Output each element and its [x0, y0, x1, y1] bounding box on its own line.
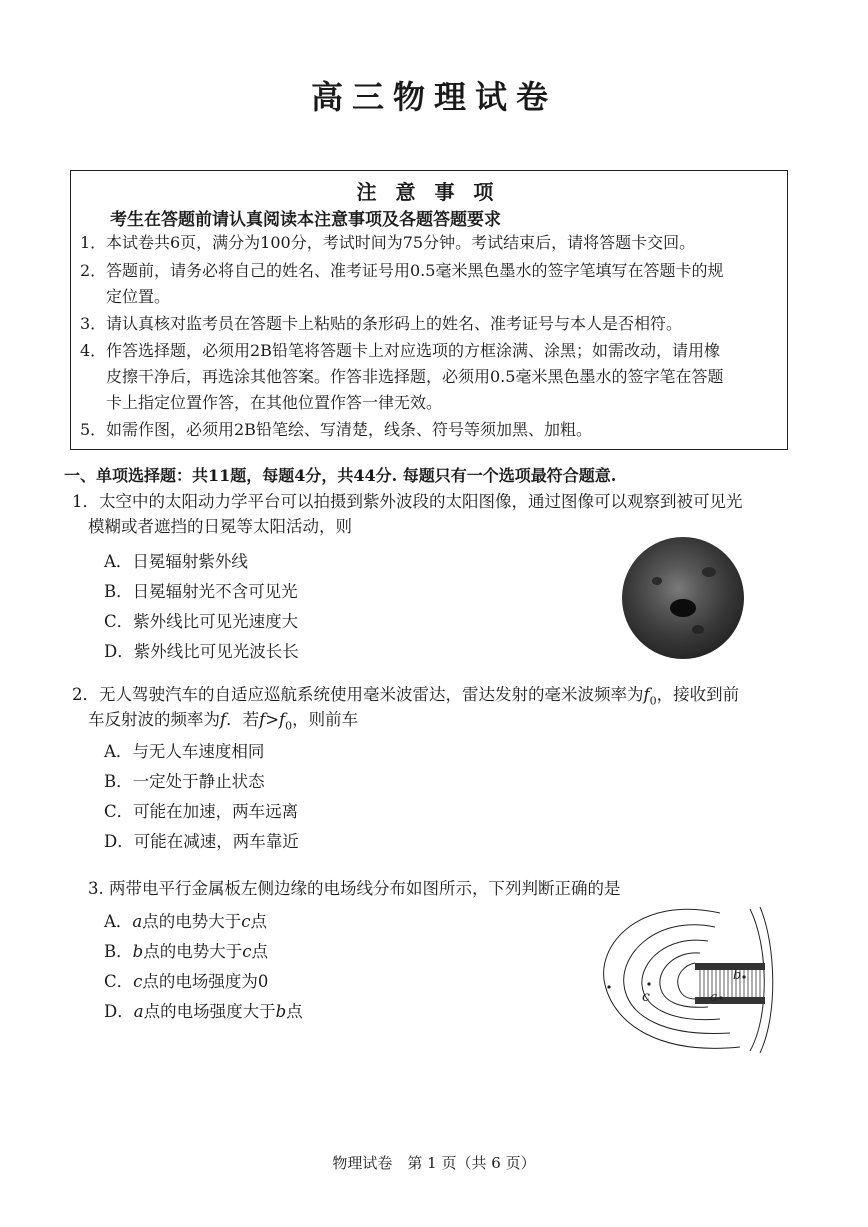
notice-item-line: 定位置。 [106, 287, 171, 306]
question-stem: 模糊或者遮挡的日冕等太阳活动，则 [88, 517, 352, 536]
notice-item-line: 皮擦干净后，再选涂其他答案。作答非选择题，必须用0.5毫米黑色墨水的签字笔在答题 [106, 367, 724, 386]
option-b: B．b点的电势大于c点 [104, 942, 268, 961]
notice-item-number: 1． [80, 233, 107, 252]
label-b: b [733, 968, 742, 983]
section-heading: 一、单项选择题：共11题，每题4分，共44分. 每题只有一个选项最符合题意. [64, 466, 617, 485]
notice-subheading: 考生在答题前请认真阅读本注意事项及各题答题要求 [110, 210, 501, 230]
notice-item-line: 本试卷共6页，满分为100分，考试时间为75分钟。考试结束后，请将答题卡交回。 [106, 233, 696, 252]
option-c: C．紫外线比可见光速度大 [104, 612, 299, 631]
option-a: A．a点的电势大于c点 [104, 912, 268, 931]
option-b: B．一定处于静止状态 [104, 772, 265, 791]
question-stem: 车反射波的频率为f．若$f>f_0$，则前车 [88, 710, 359, 733]
option-a: A．日冕辐射紫外线 [104, 552, 248, 571]
option-d: D．紫外线比可见光波长长 [104, 642, 299, 661]
option-d: D．可能在减速，两车靠近 [104, 832, 299, 851]
notice-heading: 注 意 事 项 [356, 180, 500, 204]
notice-item-line: 答题前，请务必将自己的姓名、准考证号用0.5毫米黑色墨水的签字笔填写在答题卡的规 [106, 261, 724, 280]
option-c: C．c点的电场强度为0 [104, 972, 269, 991]
option-a: A．与无人车速度相同 [104, 742, 265, 761]
label-c: c [642, 989, 650, 1005]
notice-item-line: 作答选择题，必须用2B铅笔将答题卡上对应选项的方框涂满、涂黑；如需改动，请用橡 [106, 341, 720, 360]
solar-image [622, 537, 744, 659]
page-title: 高三物理试卷 [310, 78, 557, 116]
notice-item-number: 5． [80, 420, 107, 439]
field-line-figure [600, 905, 780, 1055]
option-c: C．可能在加速，两车远离 [104, 802, 299, 821]
notice-item-number: 4． [80, 341, 107, 360]
notice-item-line: 如需作图，必须用2B铅笔绘、写清楚，线条、符号等须加黑、加粗。 [106, 420, 592, 439]
page-footer: 物理试卷 第 1 页（共 6 页） [332, 1154, 536, 1172]
notice-item-line: 请认真核对监考员在答题卡上粘贴的条形码上的姓名、准考证号与本人是否相符。 [106, 314, 683, 333]
notice-item-number: 3． [80, 314, 107, 333]
notice-item-line: 卡上指定位置作答，在其他位置作答一律无效。 [106, 393, 443, 412]
notice-item-number: 2． [80, 261, 107, 280]
option-b: B．日冕辐射光不含可见光 [104, 582, 298, 601]
question-stem: 2．无人驾驶汽车的自适应巡航系统使用毫米波雷达，雷达发射的毫米波频率为$f_0$，接收到前 [72, 685, 740, 708]
question-stem: 1．太空中的太阳动力学平台可以拍摄到紫外波段的太阳图像，通过图像可以观察到被可见光 [72, 492, 743, 511]
label-a: a [710, 990, 718, 1005]
question-stem: 3. 两带电平行金属板左侧边缘的电场线分布如图所示，下列判断正确的是 [88, 879, 621, 898]
option-d: D．a点的电场强度大于b点 [104, 1002, 303, 1021]
